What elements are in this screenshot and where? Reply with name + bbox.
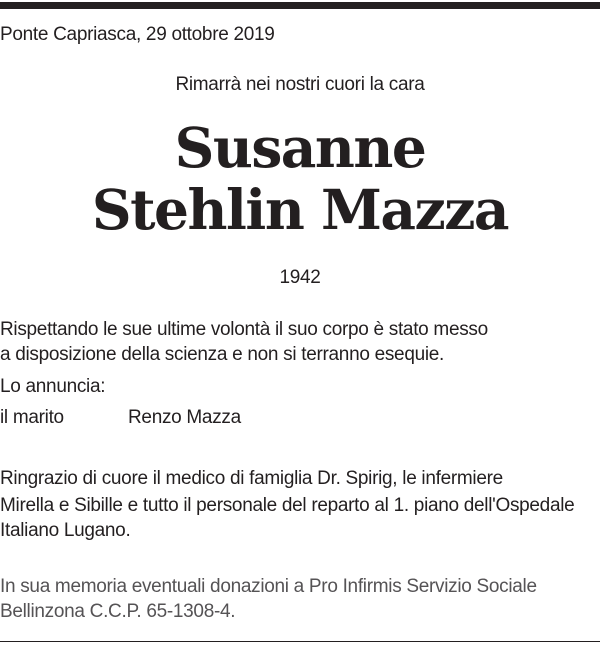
body-line: Rispettando le sue ultime volontà il suo corpo è stato messo — [0, 319, 488, 340]
bottom-rule — [0, 641, 600, 642]
intro-line: Rimarrà nei nostri cuori la cara — [175, 74, 425, 95]
top-rule — [0, 2, 600, 9]
memorial-line: Bellinzona C.C.P. 65-1308-4. — [0, 601, 236, 622]
deceased-first-name: Susanne — [174, 115, 426, 180]
place-date: Ponte Capriasca, 29 ottobre 2019 — [0, 24, 275, 45]
thanks-line: Mirella e Sibille e tutto il personale del reparto al 1. piano dell'Ospedale — [0, 495, 575, 516]
body-line: a disposizione della scienza e non si terranno esequie. — [0, 344, 445, 365]
memorial-line: In sua memoria eventuali donazioni a Pro Infirmis Servizio Sociale — [0, 576, 537, 597]
announcer-role: il marito — [0, 407, 64, 428]
birth-year: 1942 — [279, 267, 321, 288]
announced-by-label: Lo annuncia: — [0, 376, 106, 397]
thanks-line: Italiano Lugano. — [0, 520, 131, 541]
announcer-name: Renzo Mazza — [128, 407, 241, 428]
deceased-surname: Stehlin Mazza — [91, 177, 509, 242]
thanks-line: Ringrazio di cuore il medico di famiglia Dr. Spirig, le infermiere — [0, 468, 503, 489]
